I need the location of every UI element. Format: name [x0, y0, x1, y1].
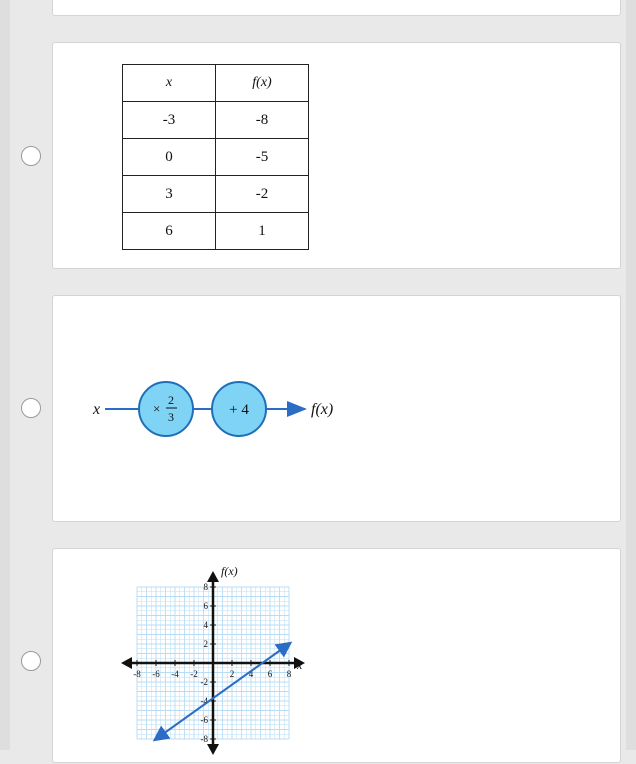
x-tick-label: -2 [190, 669, 198, 679]
machine-input-label: x [93, 401, 101, 418]
x-tick-label: -4 [171, 669, 179, 679]
y-tick-label: 8 [203, 582, 208, 592]
table-header-fx: f(x) [216, 65, 309, 102]
multiply-step-circle [139, 382, 193, 436]
y-tick-label: 6 [203, 601, 208, 611]
table-row [123, 139, 309, 176]
option-2-radio[interactable] [21, 398, 41, 418]
x-tick-label: 6 [267, 669, 273, 679]
fraction-numerator: 2 [168, 393, 174, 407]
table-cell-x: 6 [123, 213, 216, 250]
x-tick-label: -8 [133, 669, 141, 679]
table-row [123, 102, 309, 139]
x-tick-label: -6 [152, 669, 160, 679]
graph-axes [121, 571, 305, 755]
multiply-operator: × [153, 401, 161, 416]
function-table [122, 64, 309, 250]
function-machine-diagram [53, 296, 622, 523]
left-page-edge [0, 0, 10, 750]
axis-arrowhead [207, 571, 219, 582]
table-cell-x: -3 [123, 102, 216, 139]
option-1-card[interactable] [52, 42, 621, 269]
x-tick-label: 4 [248, 669, 254, 679]
table-cell-fx: -2 [216, 176, 309, 213]
x-tick-label: 8 [286, 669, 292, 679]
previous-option-card [52, 0, 621, 16]
machine-output-label: f(x) [311, 401, 334, 418]
x-tick-label: 2 [229, 669, 235, 679]
y-tick-label: 2 [203, 639, 208, 649]
y-tick-label: 4 [203, 620, 208, 630]
table-header-x: x [123, 65, 216, 102]
x-axis-label: x [297, 658, 303, 672]
y-tick-label: -8 [200, 734, 208, 744]
table-row [123, 176, 309, 213]
right-page-edge [626, 0, 636, 750]
line-graph [53, 549, 622, 764]
y-axis-label: f(x) [221, 564, 238, 578]
option-1-radio[interactable] [21, 146, 41, 166]
table-cell-fx: -8 [216, 102, 309, 139]
add-step-label: + 4 [229, 402, 249, 418]
table-cell-fx: -5 [216, 139, 309, 176]
table-cell-x: 0 [123, 139, 216, 176]
y-tick-label: -6 [200, 715, 208, 725]
option-3-radio[interactable] [21, 651, 41, 671]
table-cell-fx: 1 [216, 213, 309, 250]
axis-arrowhead [121, 657, 132, 669]
option-3-card[interactable] [52, 548, 621, 763]
option-2-card[interactable] [52, 295, 621, 522]
table-row [123, 213, 309, 250]
fraction-denominator: 3 [168, 410, 174, 424]
y-tick-label: -2 [200, 677, 208, 687]
table-cell-x: 3 [123, 176, 216, 213]
y-tick-label: -4 [200, 696, 208, 706]
